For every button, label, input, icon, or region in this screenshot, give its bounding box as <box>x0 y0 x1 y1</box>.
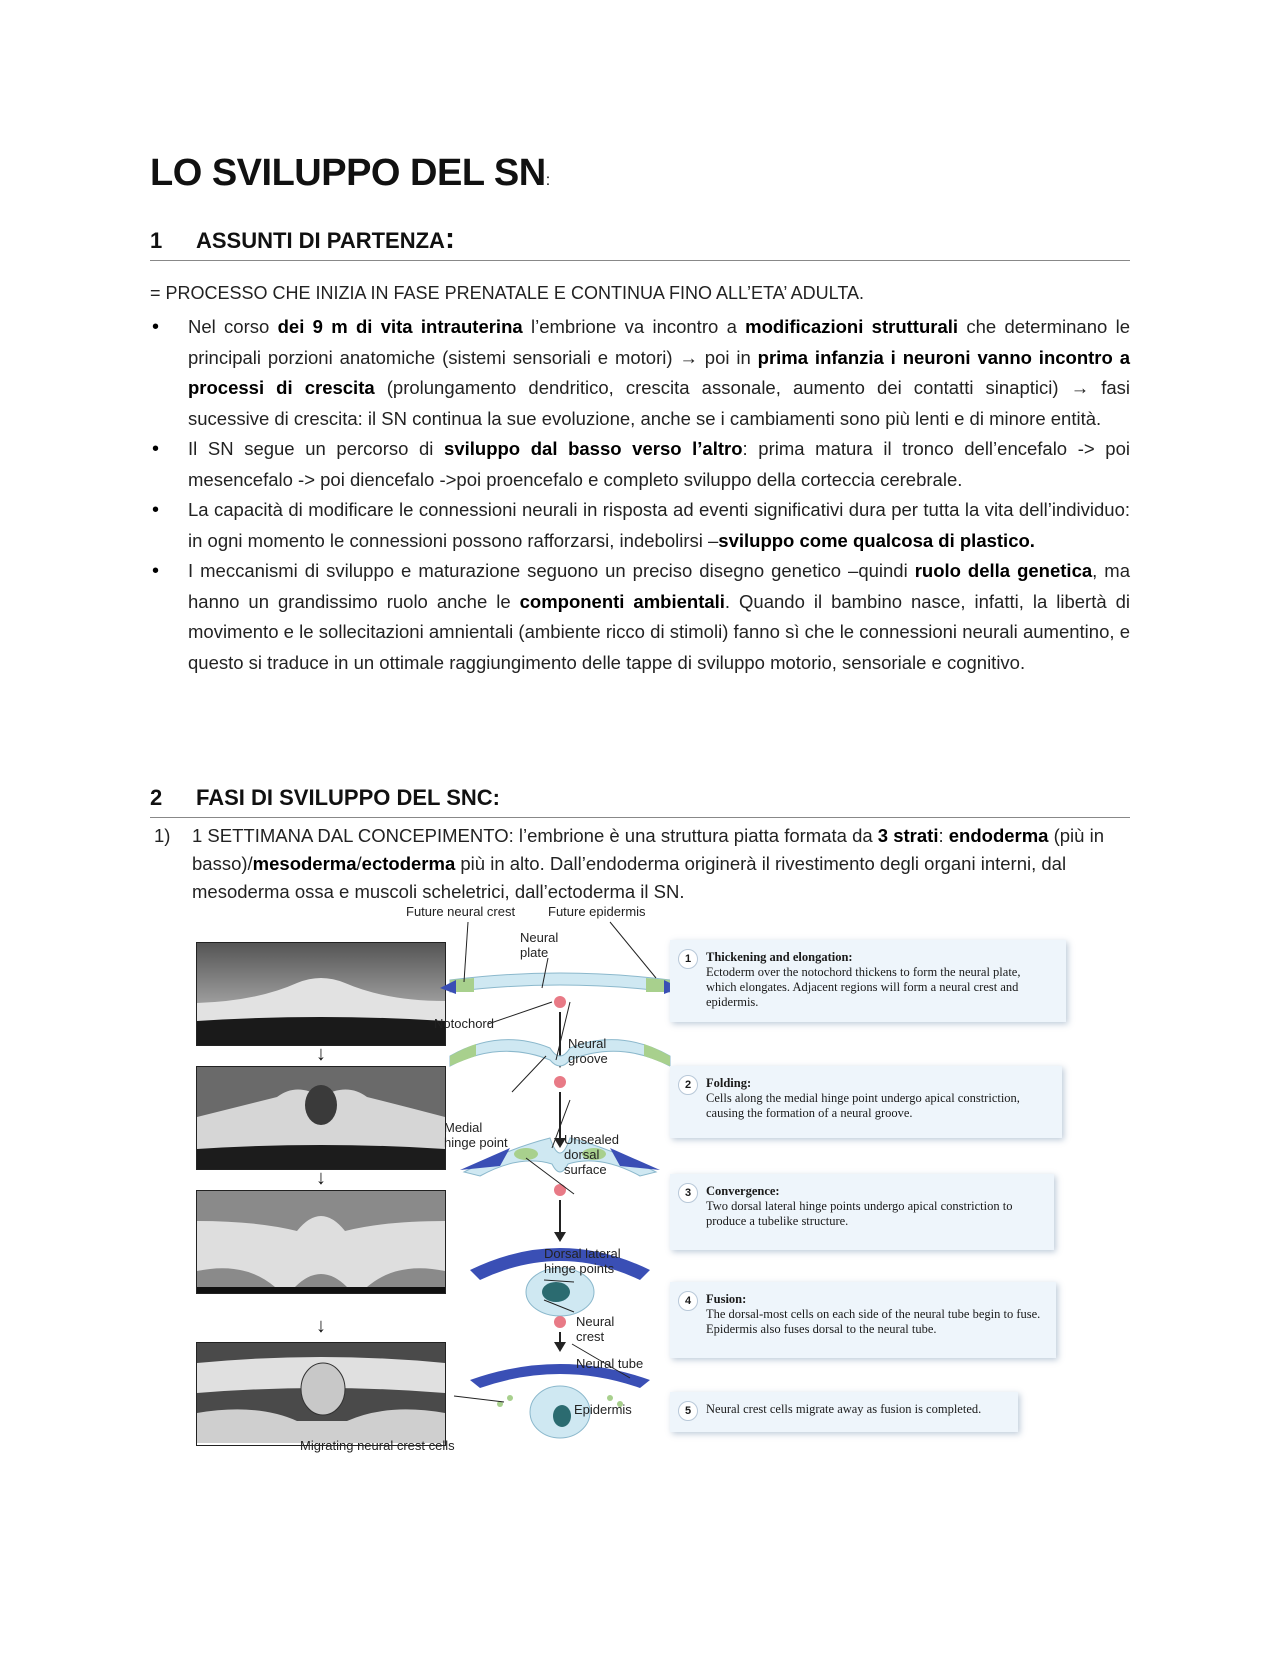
numbered-step <box>150 822 1130 906</box>
page-title <box>150 152 550 195</box>
micrograph-4 <box>196 1342 446 1446</box>
section-colon: : <box>444 222 455 255</box>
label-notochord: Notochord <box>434 1016 494 1031</box>
label-unsealed-dorsal-surface: Unsealed dorsal surface <box>564 1132 619 1177</box>
step-number-badge: 4 <box>678 1291 698 1311</box>
callout-title: Folding: <box>706 1076 752 1090</box>
label-dorsal-lateral-hinge-points: Dorsal lateral hinge points <box>544 1246 621 1276</box>
section-title: ASSUNTI DI PARTENZA <box>196 228 445 253</box>
micrograph-2 <box>196 1066 446 1170</box>
list-item: • I meccanismi di sviluppo e maturazione seguono un preciso disegno genetico –quindi ruolo della genetica, ma hanno un grandissimo ruolo anche le componenti ambientali. Quando il bambino nasce, infatti, la libertà di movimento e le sollecitazioni amnientali (ambiente ricco di stimoli) fanno sì che le connessioni neurali aumentino, e questo si traduce in un ottimale raggiungimento delle tappe di sviluppo motorio, sensoriale e cognitivo. <box>150 556 1130 678</box>
bullet-list <box>150 312 1130 678</box>
step-text: 1 SETTIMANA DAL CONCEPIMENTO: l’embrione è una struttura piatta formata da 3 strati: endoderma (più in basso)/mesoderma/ectoderma più in alto. Dall’endoderma originerà il rivestimento degli organi interni, dal mesoderma ossa e muscoli scheletrici, dall’ectoderma il SN. <box>192 825 1104 902</box>
label-neural-groove: Neural groove <box>568 1036 608 1066</box>
label-future-epidermis: Future epidermis <box>548 904 646 919</box>
label-medial-hinge-point: Medial hinge point <box>444 1120 508 1150</box>
callout-title: Thickening and elongation: <box>706 950 853 964</box>
label-migrating-neural-crest-cells: Migrating neural crest cells <box>300 1438 455 1453</box>
section-title: FASI DI SVILUPPO DEL SNC: <box>196 785 500 810</box>
callout-title: Fusion: <box>706 1292 747 1306</box>
callout-text: The dorsal-most cells on each side of the neural tube begin to fuse. Epidermis also fuses dorsal to the neural tube. <box>706 1307 1041 1336</box>
step-callout-2 <box>670 1066 1062 1138</box>
callout-title: Convergence: <box>706 1184 780 1198</box>
callout-text: Neural crest cells migrate away as fusion is completed. <box>706 1402 982 1416</box>
step-callout-5 <box>670 1392 1018 1432</box>
step-number-badge: 5 <box>678 1401 698 1421</box>
label-neural-tube: Neural tube <box>576 1356 644 1371</box>
section-number: 2 <box>150 785 163 810</box>
list-item: • Nel corso dei 9 m di vita intrauterina l’embrione va incontro a modificazioni strutturali che determinano le principali porzioni anatomiche (sistemi sensoriali e motori) → poi in prima infanzia i neuroni vanno incontro a processi di crescita (prolungamento dendritico, crescita assonale, aumento dei contatti sinaptici) → fasi sucessive di crescita: il SN continua la sue evoluzione, anche se i cambiamenti sono più lenti e di minore entità. <box>150 312 1130 434</box>
down-arrow-icon: ↓ <box>316 1315 326 1337</box>
down-arrow-icon: ↓ <box>316 1167 326 1189</box>
section-number: 1 <box>150 228 163 253</box>
step-number-badge: 2 <box>678 1075 698 1095</box>
title-colon: : <box>545 172 550 189</box>
callout-text: Ectoderm over the notochord thickens to form the neural plate, which elongates. Adjacent regions will form a neural crest and epidermis. <box>706 965 1021 1009</box>
callout-text: Cells along the medial hinge point undergo apical constriction, causing the formation of a neural groove. <box>706 1091 1020 1120</box>
step-number-badge: 1 <box>678 949 698 969</box>
title-text: LO SVILUPPO DEL SN <box>150 152 546 194</box>
step-callout-4 <box>670 1282 1056 1358</box>
intro-line: = PROCESSO CHE INIZIA IN FASE PRENATALE E CONTINUA FINO ALL’ETA’ ADULTA. <box>150 283 865 303</box>
step-callout-3 <box>670 1174 1054 1250</box>
label-epidermis: Epidermis <box>574 1402 632 1417</box>
schematic-column <box>406 904 680 1478</box>
label-future-neural-crest: Future neural crest <box>406 904 516 919</box>
section-1-heading <box>150 222 1130 261</box>
step-number-badge: 3 <box>678 1183 698 1203</box>
step-callout-1 <box>670 940 1066 1022</box>
down-arrow-icon: ↓ <box>316 1043 326 1065</box>
callout-text: Two dorsal lateral hinge points undergo apical constriction to produce a tubelike structure. <box>706 1199 1013 1228</box>
list-item: • Il SN segue un percorso di sviluppo dal basso verso l’altro: prima matura il tronco dell’encefalo -> poi mesencefalo -> poi diencefalo ->poi proencefalo e completo sviluppo della corteccia cerebrale. <box>150 434 1130 495</box>
section-2-heading <box>150 785 1130 818</box>
micrograph-1 <box>196 942 446 1046</box>
list-item: • La capacità di modificare le connessioni neurali in risposta ad eventi significativi dura per tutta la vita dell’individuo: in ogni momento le connessioni possono rafforzarsi, indebolirsi –sviluppo come qualcosa di plastico. <box>150 495 1130 556</box>
label-neural-crest: Neural crest <box>576 1314 615 1344</box>
neurulation-figure <box>190 904 1110 1478</box>
micrograph-3 <box>196 1190 446 1294</box>
label-neural-plate: Neural plate <box>520 930 559 960</box>
step-marker: 1) <box>154 825 171 846</box>
